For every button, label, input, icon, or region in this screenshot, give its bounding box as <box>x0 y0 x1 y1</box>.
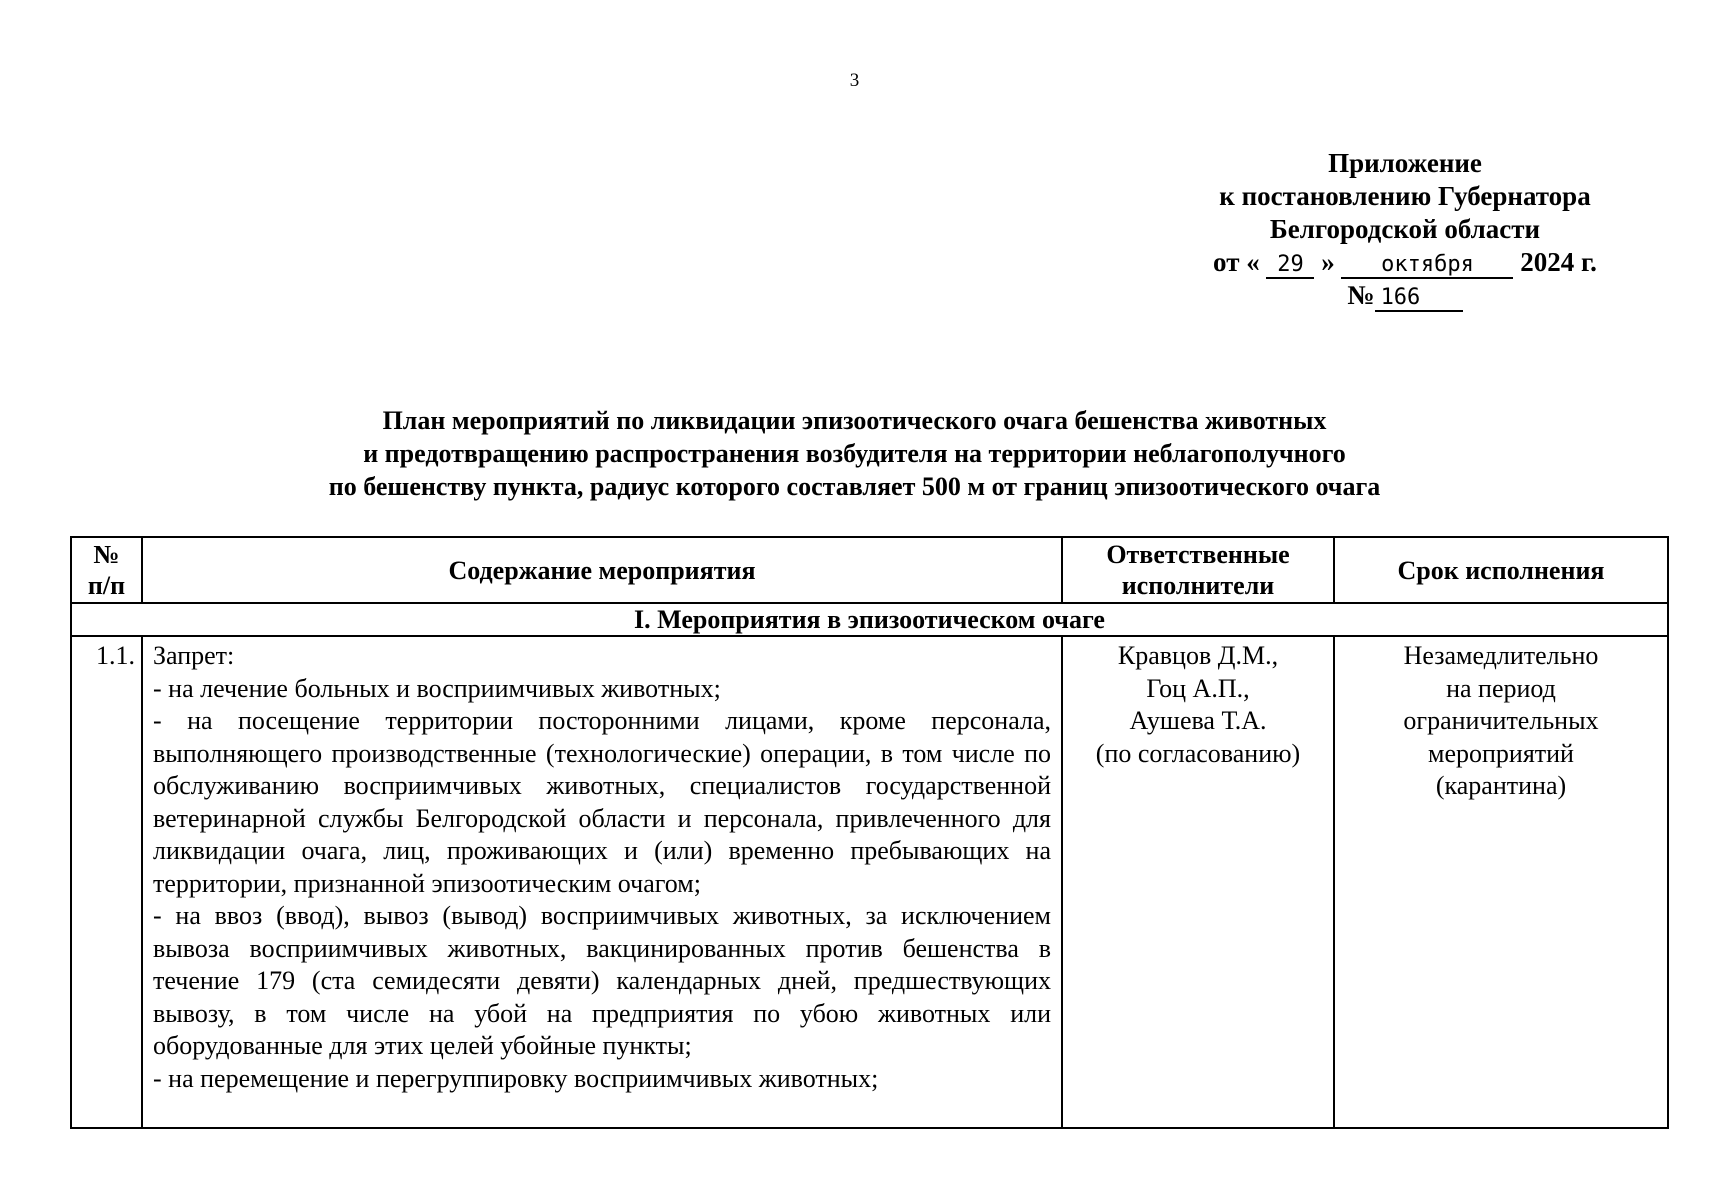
content-item: Запрет: <box>153 641 235 670</box>
plan-title <box>0 404 1709 503</box>
term-line: (карантина) <box>1435 771 1567 800</box>
header-responsible <box>1062 537 1334 603</box>
row-term <box>1334 636 1668 1128</box>
appendix-line-2: к постановлению Губернатора <box>1219 181 1591 211</box>
header-responsible-line-1: Ответственные <box>1106 540 1290 569</box>
table-header-row <box>71 537 1668 603</box>
appendix-block <box>1175 147 1635 312</box>
responsible-name: Гоц А.П., <box>1146 673 1250 703</box>
header-number <box>71 537 142 603</box>
date-day: 29 <box>1266 253 1314 279</box>
term-line: Незамедлительно <box>1403 641 1599 670</box>
title-line-2: и предотвращению распространения возбудителя на территории неблагополучного <box>363 439 1346 468</box>
section-row <box>71 603 1668 636</box>
content-item: - на перемещение и перегруппировку восприимчивых животных; <box>153 1063 879 1093</box>
appendix-number <box>1175 279 1635 312</box>
header-number-line-2: п/п <box>87 571 126 600</box>
content-item: - на лечение больных и восприимчивых животных; <box>153 673 721 703</box>
responsible-name: Аушева Т.А. <box>1129 706 1267 735</box>
term-line: на период <box>1446 673 1556 703</box>
appendix-title: Приложение <box>1328 148 1482 178</box>
content-item: - на ввоз (ввод), вывоз (вывод) восприимчивых животных, за исключением вывоза восприимчивых животных, вакцинированных против бешенства в течение 179 (ста семидесяти девяти) календарных дней, предшествующих вывозу, в том числе на убой на предприятия по убою животных или оборудованные для этих целей убойные пункты; <box>153 901 1051 1060</box>
date-prefix: от « <box>1213 247 1260 277</box>
header-content: Содержание мероприятия <box>142 537 1062 603</box>
header-number-line-1: № <box>93 540 120 569</box>
document-number: 166 <box>1375 286 1463 312</box>
responsible-note: (по согласованию) <box>1095 738 1301 768</box>
date-year: 2024 г. <box>1520 247 1597 277</box>
row-content <box>142 636 1062 1128</box>
content-item: - на посещение территории посторонними лицами, кроме персонала, выполняющего производственные (технологические) операции, в том числе по обслуживанию восприимчивых животных, специалистов государственной ветеринарной службы Белгородской области и персонала, привлеченного для ликвидации очага, лиц, проживающих и (или) временно пребывающих на территории, признанной эпизоотическим очагом; <box>153 706 1051 898</box>
title-line-1: План мероприятий по ликвидации эпизоотического очага бешенства животных <box>382 406 1327 435</box>
header-responsible-line-2: исполнители <box>1121 571 1275 600</box>
responsible-name: Кравцов Д.М., <box>1117 641 1279 670</box>
appendix-line-3: Белгородской области <box>1269 214 1541 244</box>
date-month: октября <box>1341 253 1513 279</box>
date-mid: » <box>1321 247 1335 277</box>
section-title: I. Мероприятия в эпизоотическом очаге <box>71 603 1668 636</box>
row-number: 1.1. <box>71 636 142 1128</box>
table-row <box>71 636 1668 1128</box>
header-term: Срок исполнения <box>1334 537 1668 603</box>
title-line-3: по бешенству пункта, радиус которого составляет 500 м от границ эпизоотического очага <box>328 472 1381 501</box>
term-line: мероприятий <box>1428 738 1574 768</box>
number-prefix: № <box>1347 280 1375 310</box>
term-line: ограничительных <box>1403 706 1599 735</box>
plan-table <box>70 536 1669 1129</box>
appendix-date <box>1175 246 1635 279</box>
page-number: 3 <box>849 70 860 91</box>
row-responsible <box>1062 636 1334 1128</box>
